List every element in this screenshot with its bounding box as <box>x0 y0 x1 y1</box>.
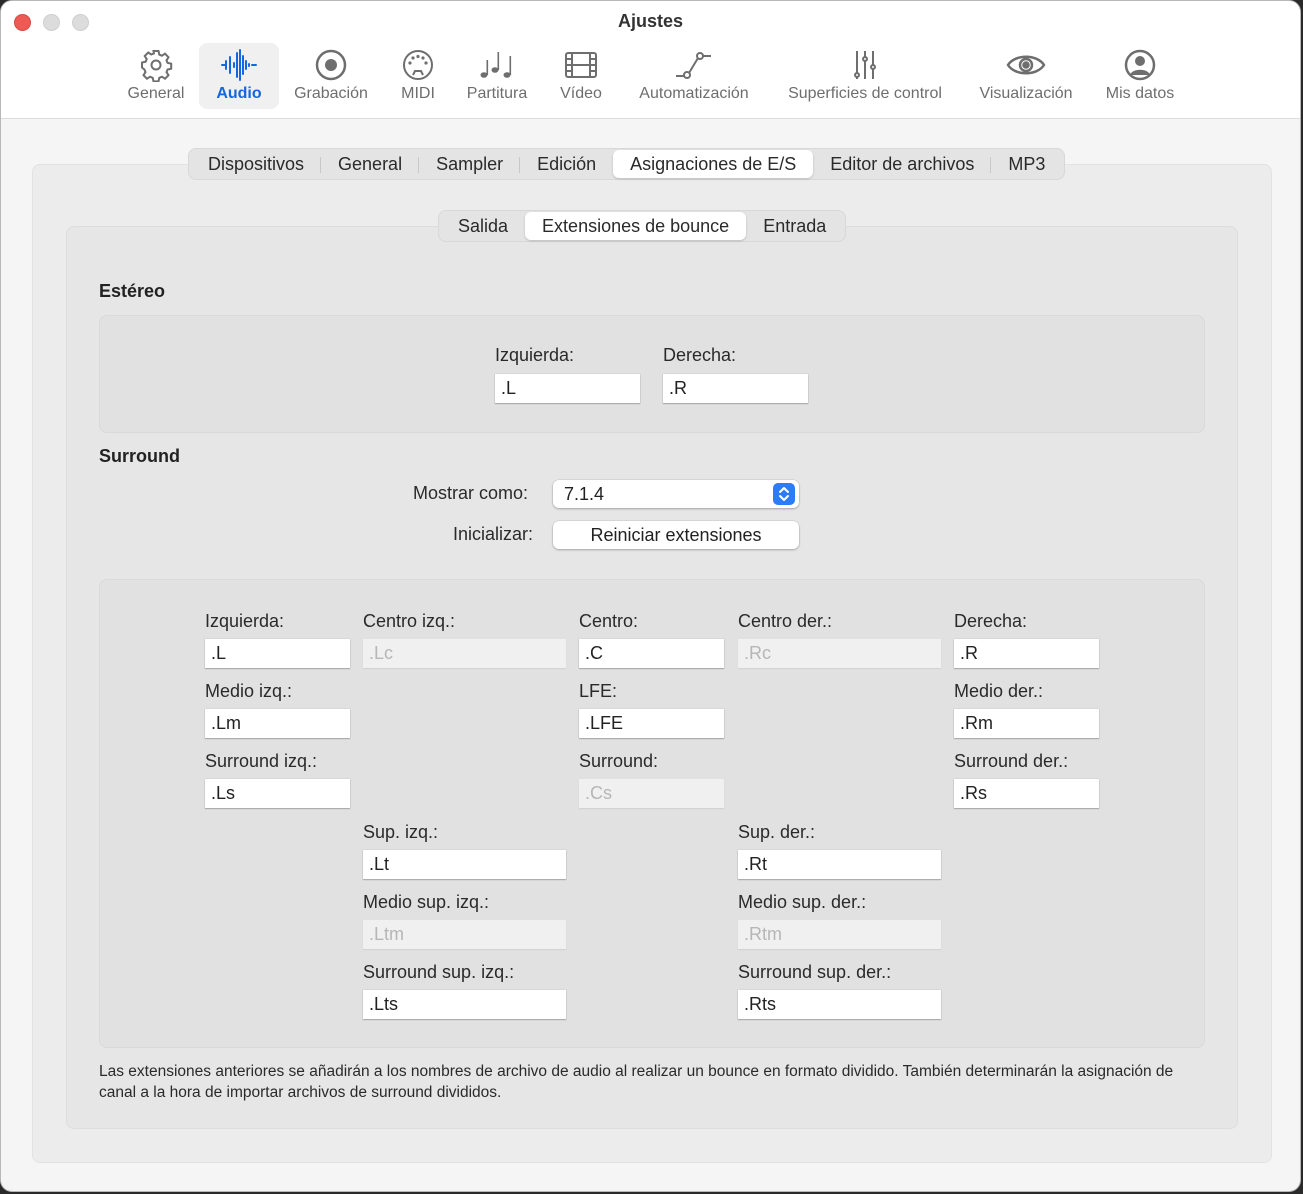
reset-extensions-button[interactable]: Reiniciar extensiones <box>553 521 799 549</box>
music-notes-icon <box>478 47 516 83</box>
toolbar-item-my-info[interactable] <box>1097 43 1183 109</box>
stereo-section-title: Estéreo <box>99 281 166 301</box>
waveform-icon <box>220 47 258 83</box>
toolbar-item-control-surfaces[interactable] <box>775 43 955 109</box>
center-field[interactable] <box>579 639 724 668</box>
toolbar-item-score[interactable] <box>459 43 535 109</box>
gear-icon <box>139 47 173 83</box>
top-surround-left-field[interactable] <box>363 990 566 1019</box>
surround-left-rear-label: Surround izq.: <box>205 751 318 771</box>
lfe-label: LFE: <box>579 681 618 701</box>
surround-left-field[interactable] <box>205 639 350 668</box>
center-left-field <box>363 639 566 668</box>
lfe-field[interactable] <box>579 709 724 738</box>
popup-stepper-icon <box>773 483 795 505</box>
window-title: Ajustes <box>617 11 684 31</box>
center-left-label: Centro izq.: <box>363 611 456 631</box>
toolbar-item-label: MIDI <box>401 85 435 102</box>
eye-icon <box>1005 47 1047 83</box>
top-mid-right-label: Medio sup. der.: <box>738 892 867 912</box>
toolbar-item-label: Superficies de control <box>788 85 942 102</box>
tab-devices[interactable]: Dispositivos <box>191 150 321 178</box>
toolbar-item-automation[interactable] <box>629 43 759 109</box>
title-bar <box>1 1 1300 119</box>
footnote-text: Las extensiones anteriores se añadirán a los nombres de archivo de audio al realizar un bounce en formato dividido. También determinarán la asignación de canal a la hora de importar archivos de surround divididos. <box>99 1063 1174 1101</box>
tab-io-assignments[interactable]: Asignaciones de E/S <box>613 150 813 178</box>
surround-right-rear-label: Surround der.: <box>954 751 1069 771</box>
record-icon <box>314 47 348 83</box>
toolbar-item-display[interactable] <box>971 43 1081 109</box>
stereo-box <box>99 315 1205 433</box>
top-mid-right-field <box>738 920 941 949</box>
audio-tabs <box>188 148 1065 180</box>
toolbar-item-label: Vídeo <box>560 85 602 102</box>
top-right-label: Sup. der.: <box>738 822 816 842</box>
person-circle-icon <box>1123 47 1157 83</box>
show-as-popup[interactable] <box>553 480 799 508</box>
top-surround-left-label: Surround sup. izq.: <box>363 962 515 982</box>
surround-left-rear-field[interactable] <box>205 779 350 808</box>
toolbar-item-video[interactable] <box>551 43 611 109</box>
center-right-field <box>738 639 941 668</box>
toolbar-item-general[interactable] <box>119 43 193 109</box>
toolbar-item-label: General <box>127 85 185 102</box>
subtab-input[interactable]: Entrada <box>763 215 827 236</box>
midi-connector-icon <box>401 47 435 83</box>
preferences-toolbar <box>1 43 1300 109</box>
show-as-label: Mostrar como: <box>413 483 529 503</box>
surround-left-label: Izquierda: <box>205 611 285 631</box>
top-surround-right-label: Surround sup. der.: <box>738 962 892 982</box>
automation-curve-icon <box>674 47 714 83</box>
io-subtabs <box>438 210 846 242</box>
toolbar-item-audio[interactable] <box>199 43 279 109</box>
toolbar-item-label: Partitura <box>466 85 528 102</box>
surround-right-label: Derecha: <box>954 611 1028 631</box>
subtab-output[interactable]: Salida <box>458 215 509 236</box>
tab-editing[interactable]: Edición <box>537 153 597 174</box>
mid-right-field[interactable] <box>954 709 1099 738</box>
center-label: Centro: <box>579 611 639 631</box>
top-surround-right-field[interactable] <box>738 990 941 1019</box>
mid-left-label: Medio izq.: <box>205 681 293 701</box>
toolbar-item-label: Visualización <box>979 85 1073 102</box>
toolbar-item-label: Automatización <box>639 85 749 102</box>
surround-center-field <box>579 779 724 808</box>
toolbar-item-label: Mis datos <box>1105 85 1175 102</box>
surround-section-title: Surround <box>99 446 180 466</box>
top-right-field[interactable] <box>738 850 941 879</box>
toolbar-item-recording[interactable] <box>286 43 376 109</box>
stereo-left-field[interactable] <box>495 374 640 403</box>
top-left-label: Sup. izq.: <box>363 822 439 842</box>
top-mid-left-field <box>363 920 566 949</box>
mid-right-label: Medio der.: <box>954 681 1044 701</box>
tab-file-editor[interactable]: Editor de archivos <box>813 150 991 178</box>
tab-general[interactable]: General <box>321 150 419 178</box>
toolbar-item-label: Audio <box>216 85 262 102</box>
initialize-label: Inicializar: <box>453 524 534 544</box>
center-right-label: Centro der.: <box>738 611 833 631</box>
tab-mp3[interactable]: MP3 <box>1008 153 1046 174</box>
top-left-field[interactable] <box>363 850 566 879</box>
toolbar-item-label: Grabación <box>294 85 368 102</box>
stereo-right-field[interactable] <box>663 374 808 403</box>
film-icon <box>564 47 598 83</box>
subtab-bounce-extensions[interactable]: Extensiones de bounce <box>525 212 746 240</box>
mid-left-field[interactable] <box>205 709 350 738</box>
surround-right-field[interactable] <box>954 639 1099 668</box>
sliders-icon <box>848 47 882 83</box>
stereo-left-label: Izquierda: <box>495 345 575 365</box>
stereo-right-label: Derecha: <box>663 345 737 365</box>
toolbar-item-midi[interactable] <box>393 43 443 109</box>
top-mid-left-label: Medio sup. izq.: <box>363 892 490 912</box>
show-as-value: 7.1.4 <box>564 483 605 504</box>
surround-center-label: Surround: <box>579 751 659 771</box>
tab-sampler[interactable]: Sampler <box>419 150 520 178</box>
surround-right-rear-field[interactable] <box>954 779 1099 808</box>
